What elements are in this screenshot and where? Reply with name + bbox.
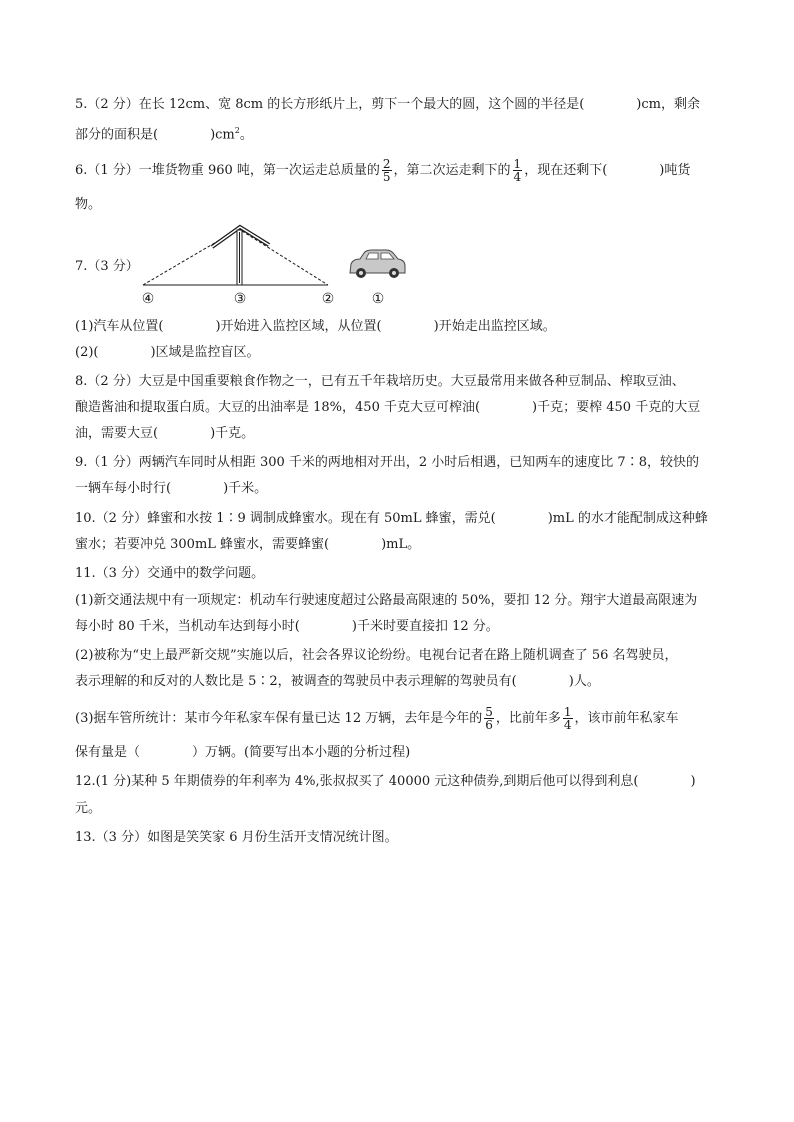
q11-sub-1-line-2: 每小时 80 千米，当机动车达到每小时( )千米时要直接扣 12 分。 <box>75 619 499 634</box>
q11-title: 11.（3 分）交通中的数学问题。 <box>75 566 265 581</box>
q5-text-end: 。 <box>239 127 253 143</box>
q11-sub-3-line-2: 保有量是（ ）万辆。(简要写出本小题的分析过程) <box>75 745 411 760</box>
numerator: 5 <box>485 705 493 719</box>
q8-line-3: 油，需要大豆( )千克。 <box>75 426 255 441</box>
q11-sub-2-line-1: (2)被称为“史上最严新交规”实施以后，社会各界议论纷纷。电视台记者在路上随机调查了 56 名驾驶员， <box>75 648 678 663</box>
q5-line-1: 5.（2 分）在长 12cm、宽 8cm 的长方形纸片上，剪下一个最大的圆，这个圆的半径是( )cm，剩余 <box>75 97 700 112</box>
q7-sub-1: (1)汽车从位置( )开始进入监控区域，从位置( )开始走出监控区域。 <box>75 319 556 334</box>
q8-line-2: 酿造酱油和提取蛋白质。大豆的出油率是 18%，450 千克大豆可榨油( )千克；要榨 450 千克的大豆 <box>75 400 701 415</box>
denominator: 5 <box>382 170 391 184</box>
q8-line-1: 8.（2 分）大豆是中国重要粮食作物之一，已有五千年栽培历史。大豆最常用来做各种豆制品、榨取豆油、 <box>75 374 685 389</box>
q10-line-2: 蜜水；若要冲兑 300mL 蜂蜜水，需要蜂蜜( )mL。 <box>75 537 421 552</box>
q11-text: ，该市前年私家车 <box>574 711 679 726</box>
q9-line-2: 一辆车每小时行( )千米。 <box>75 481 268 496</box>
denominator: 4 <box>563 718 572 732</box>
q6-line-2: 物。 <box>75 197 102 212</box>
q9-line-1: 9.（1 分）两辆汽车同时从相距 300 千米的两地相对开出，2 小时后相遇，已知两车的速度比 7∶8，较快的 <box>75 455 699 470</box>
q11-sub-2-line-2: 表示理解的和反对的人数比是 5∶2，被调查的驾驶员中表示理解的驾驶员有( )人。 <box>75 674 600 689</box>
q11-sub-3-line-1 <box>75 706 679 731</box>
superscript: 2 <box>234 126 240 135</box>
numerator: 2 <box>382 157 391 171</box>
position-2-label: ② <box>321 291 335 307</box>
numerator: 1 <box>563 705 572 719</box>
q7-label: 7.（3 分） <box>75 259 139 274</box>
denominator: 6 <box>485 718 493 732</box>
fraction <box>563 706 573 731</box>
car-icon <box>350 250 405 278</box>
numerator: 1 <box>513 157 522 171</box>
q12-line-1: 12.(1 分)某种 5 年期债券的年利率为 4%,张叔叔买了 40000 元这种债券,到期后他可以得到利息( ) <box>75 774 696 789</box>
position-1-label: ① <box>371 291 385 307</box>
q10-line-1: 10.（2 分）蜂蜜和水按 1∶9 调制成蜂蜜水。现在有 50mL 蜂蜜，需兑( )mL 的水才能配制成这种蜂 <box>75 511 708 526</box>
fraction <box>513 158 523 183</box>
view-line-right <box>242 231 328 285</box>
q5-line-2 <box>75 122 253 144</box>
denominator: 4 <box>513 170 522 184</box>
q11-text: (3)据车管所统计：某市今年私家车保有量已达 12 万辆，去年是今年的 <box>75 711 483 726</box>
fraction <box>484 706 494 731</box>
q11-text: ，比前年多 <box>495 711 561 726</box>
q11-sub-1-line-1: (1)新交通法规中有一项规定：机动车行驶速度超过公路最高限速的 50%，要扣 12 分。翔宇大道最高限速为 <box>75 593 698 608</box>
monitor-diagram <box>130 216 415 308</box>
q6-text: ，第二次运走剩下的 <box>393 163 511 178</box>
q6-text: 6.（1 分）一堆货物重 960 吨，第一次运走总质量的 <box>75 163 380 178</box>
q6-text: ，现在还剩下( )吨货 <box>524 163 691 178</box>
q5-text: 部分的面积是( )cm <box>75 127 235 143</box>
q6-line-1 <box>75 158 690 183</box>
position-3-label: ③ <box>233 291 247 307</box>
q12-line-2: 元。 <box>75 801 102 816</box>
q7-sub-2: (2)( )区域是监控盲区。 <box>75 345 260 360</box>
fraction <box>382 158 392 183</box>
position-4-label: ④ <box>141 291 155 307</box>
q13-line-1: 13.（3 分）如图是笑笑家 6 月份生活开支情况统计图。 <box>75 830 398 845</box>
